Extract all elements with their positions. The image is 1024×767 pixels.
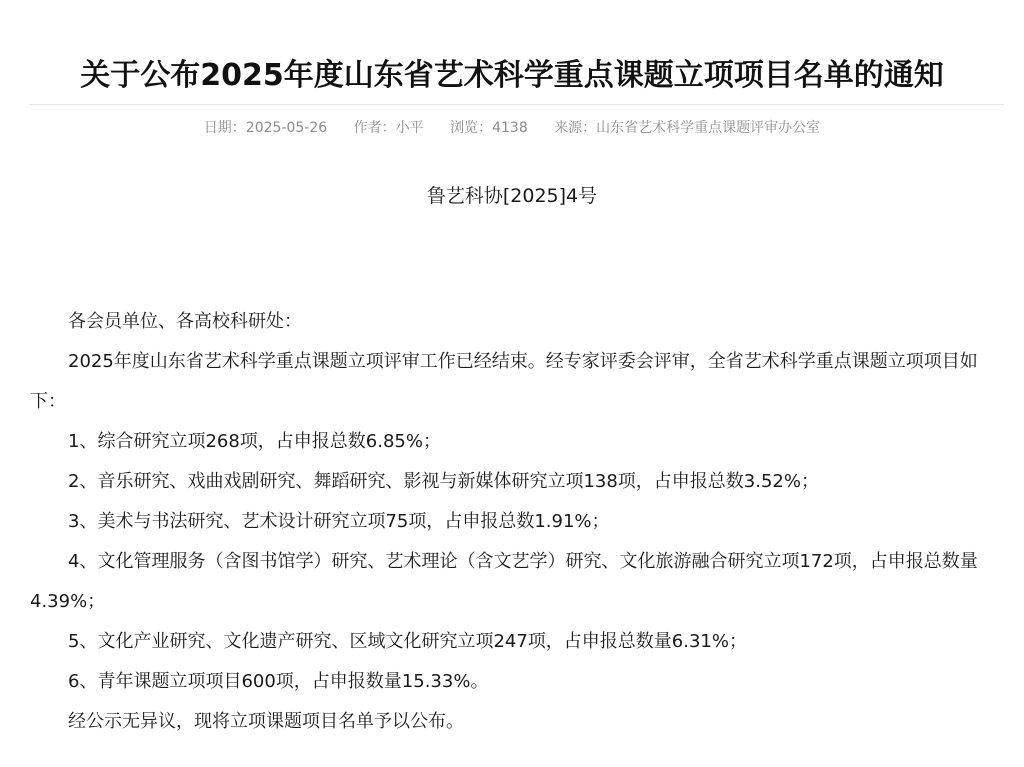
article-body	[30, 302, 1006, 742]
closing-paragraph: 经公示无异议，现将立项课题项目名单予以公布。	[68, 711, 464, 732]
list-item: 4、文化管理服务（含图书馆学）研究、艺术理论（含文艺学）研究、文化旅游融合研究立项172项，占申报总数量4.39%；	[30, 551, 978, 612]
title-divider	[30, 104, 1004, 105]
meta-views: 浏览：4138	[450, 120, 528, 136]
list-item: 2、音乐研究、戏曲戏剧研究、舞蹈研究、影视与新媒体研究立项138项，占申报总数3.52%；	[68, 471, 819, 492]
document-number: 鲁艺科协[2025]4号	[426, 185, 598, 207]
list-item: 5、文化产业研究、文化遗产研究、区域文化研究立项247项，占申报总数量6.31%；	[68, 631, 747, 652]
salutation-paragraph: 各会员单位、各高校科研处：	[68, 311, 302, 332]
meta-author: 作者：小平	[353, 120, 424, 136]
meta-date: 日期：2025-05-26	[203, 120, 328, 136]
list-item: 1、综合研究立项268项，占申报总数6.85%；	[68, 431, 441, 452]
article-meta	[0, 118, 1024, 138]
list-item: 6、青年课题立项项目600项，占申报数量15.33%。	[68, 671, 489, 692]
intro-paragraph: 2025年度山东省艺术科学重点课题立项评审工作已经结束。经专家评委会评审，全省艺术科学重点课题立项项目如下：	[30, 351, 978, 412]
meta-source: 来源：山东省艺术科学重点课题评审办公室	[554, 120, 821, 136]
list-item: 3、美术与书法研究、艺术设计研究立项75项，占申报总数1.91%；	[68, 511, 610, 532]
article-title: 关于公布2025年度山东省艺术科学重点课题立项项目名单的通知	[80, 58, 944, 94]
